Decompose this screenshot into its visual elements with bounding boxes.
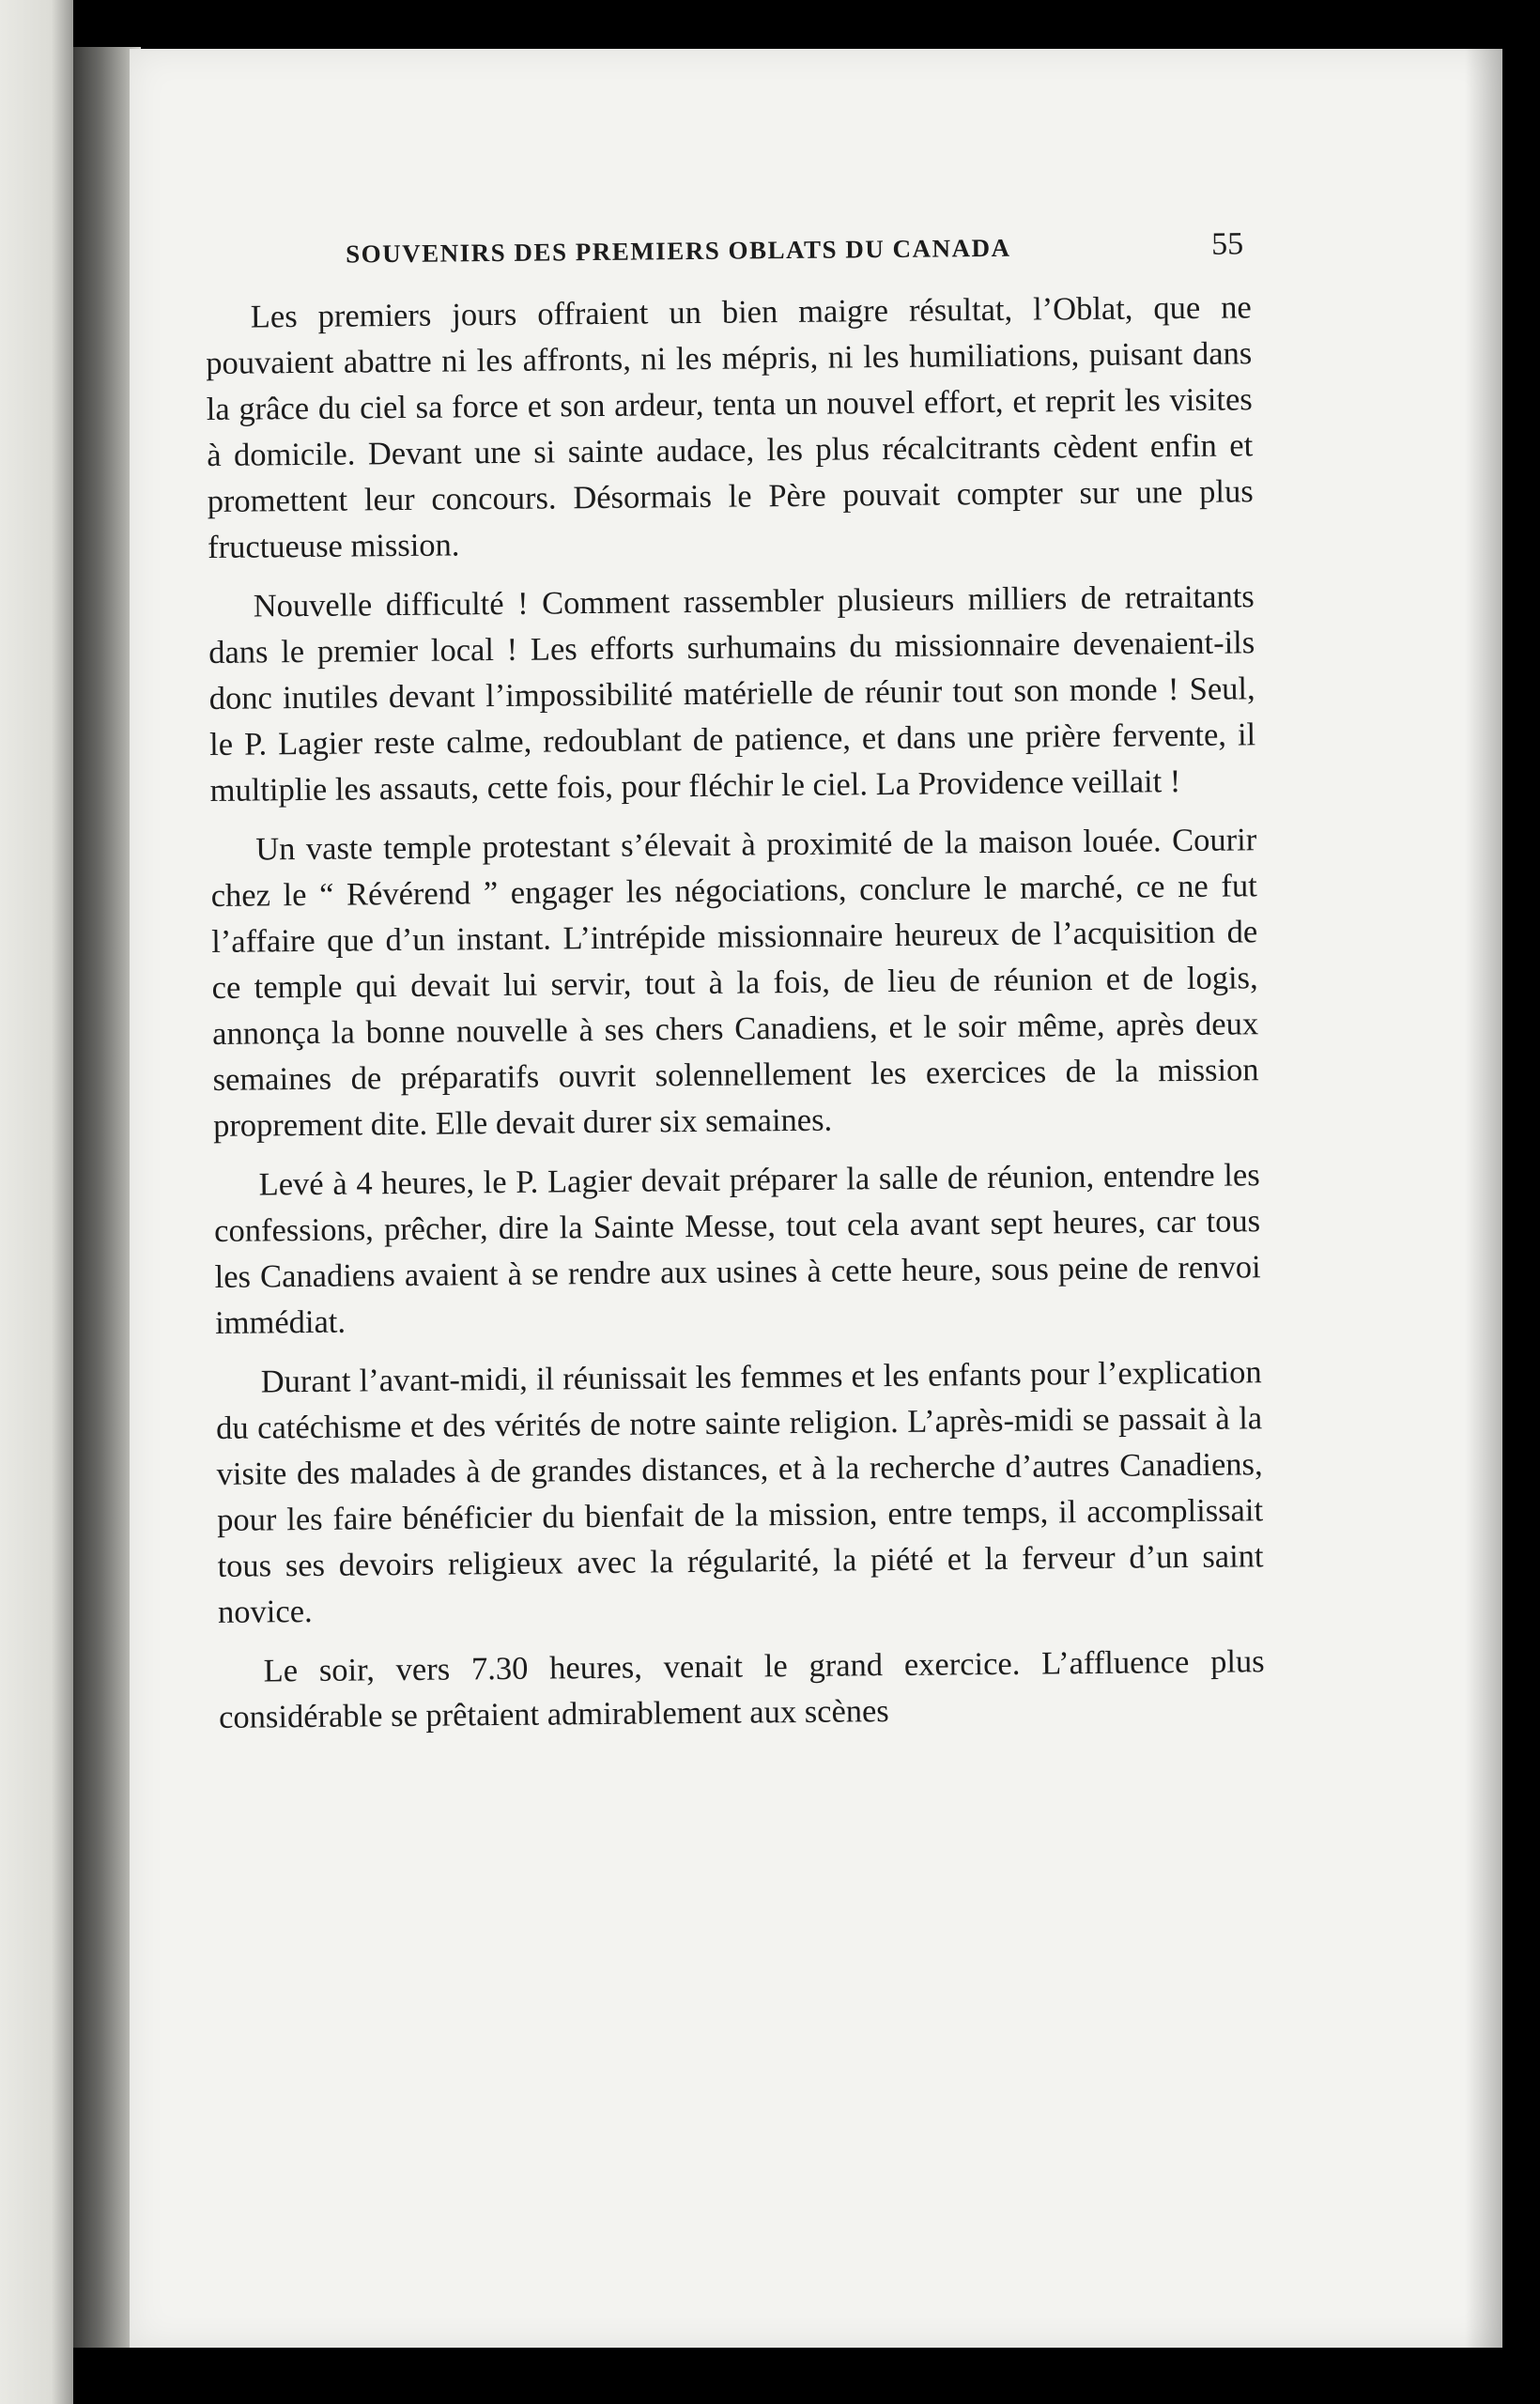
running-head-title: SOUVENIRS DES PREMIERS OBLATS DU CANADA — [346, 233, 1011, 269]
paragraph: Nouvelle difficulté ! Comment rassembler plusieurs milliers de retraitants dans le premier local ! Les efforts surhumains du missionnaire devenaient-ils donc inutiles devant l’impossibilité matérielle de réunir tout son monde ! Seul, le P. Lagier reste calme, redoublant de patience, et dans une prière fervente, il multiplie les assauts, cette fois, pour fléchir le ciel. La Providence veillait ! — [208, 578, 1256, 809]
page-text-block — [205, 226, 1265, 1754]
paragraph: Durant l’avant-midi, il réunissait les femmes et les enfants pour l’explication du catéchisme et des vérités de notre sainte religion. L’après-midi se passait à la visite des malades à de grandes distances, et à la recherche d’autres Canadiens, pour les faire bénéficier du bienfait de la mission, entre temps, il accomplissait tous ses devoirs religieux avec la régularité, la piété et la ferveur d’un saint novice. — [215, 1354, 1264, 1630]
page-number: 55 — [1210, 226, 1244, 262]
page-edge-shadow — [1465, 49, 1502, 2348]
running-head — [205, 226, 1251, 278]
paragraph: Les premiers jours offraient un bien maigre résultat, l’Oblat, que ne pouvaient abattre ni les affronts, ni les mépris, ni les humiliations, puisant dans la grâce du ciel sa force et son ardeur, tenta un nouvel effort, et reprit les visites à domicile. Devant une si sainte audace, les plus récalcitrants cèdent enfin et promettent leur concours. Désormais le Père pouvait compter sur une plus fructueuse mission. — [206, 289, 1254, 565]
paragraph: Levé à 4 heures, le P. Lagier devait préparer la salle de réunion, entendre les confessions, prêcher, dire la Sainte Messe, tout cela avant sept heures, car tous les Canadiens avaient à se rendre aux usines à cette heure, sous peine de renvoi immédiat. — [213, 1157, 1261, 1341]
facing-page-edge — [0, 0, 73, 2404]
paragraph: Un vaste temple protestant s’élevait à proximité de la maison louée. Courir chez le “ Révérend ” engager les négociations, conclure le marché, ce ne fut l’affaire que d’un instant. L’intrépide missionnaire heureux de l’acquisition de ce temple qui devait lui servir, tout à la fois, de lieu de réunion et de logis, annonça la bonne nouvelle à ses chers Canadiens, et le soir même, après deux semaines de préparatifs ouvrit solennellement les exercices de la mission proprement dite. Elle devait durer six semaines. — [210, 822, 1259, 1144]
paragraph: Le soir, vers 7.30 heures, venait le grand exercice. L’affluence plus considérable se prêtaient admirablement aux scènes — [218, 1643, 1265, 1735]
